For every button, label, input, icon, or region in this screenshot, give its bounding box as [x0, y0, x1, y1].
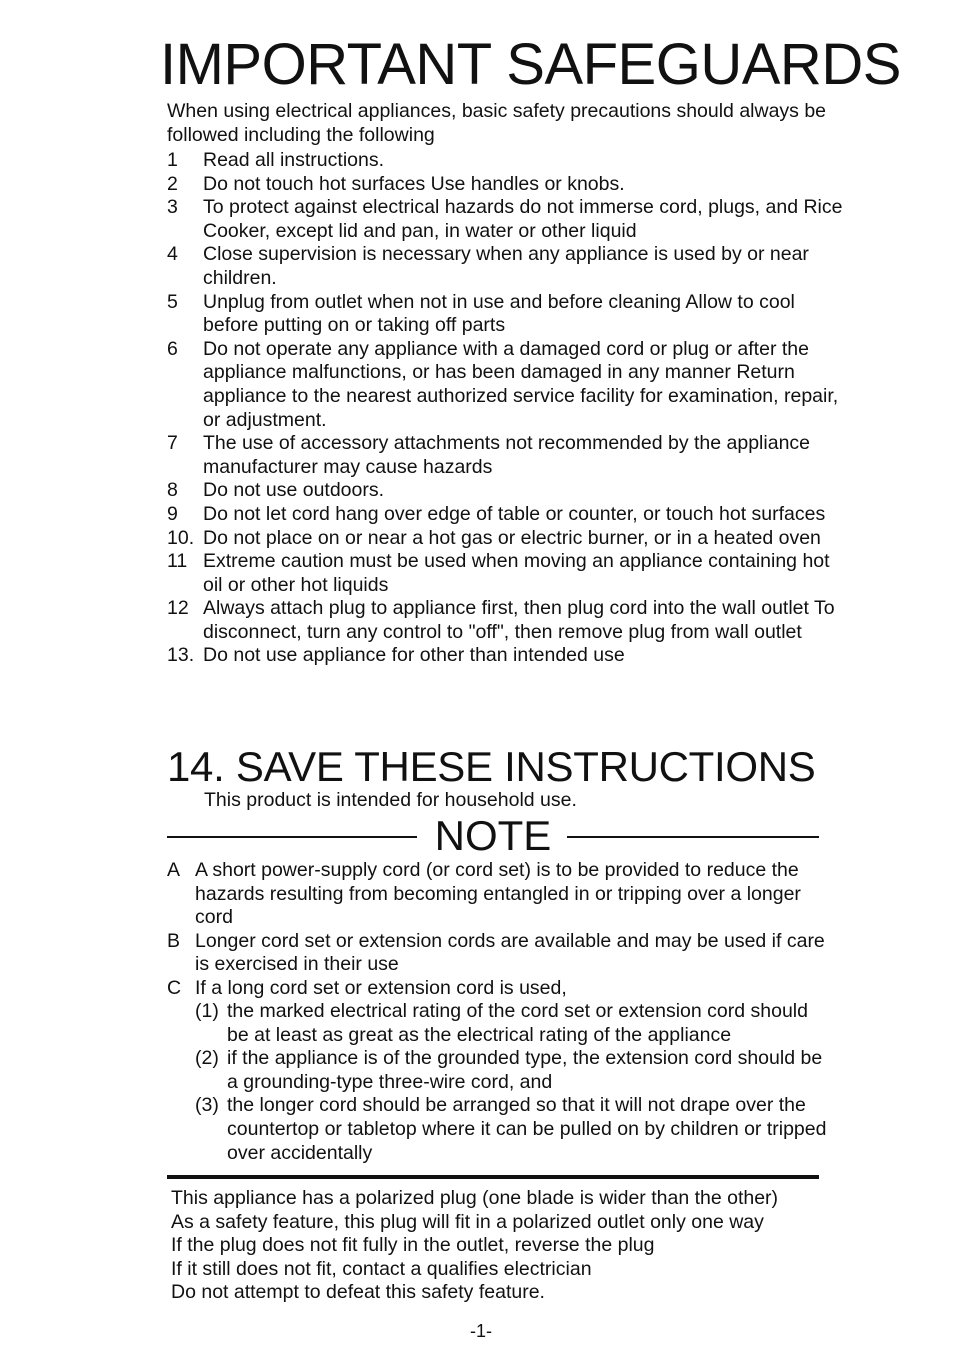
- note-text: A short power-supply cord (or cord set) is to be provided to reduce the hazards resulting from becoming entangled in or tripping over a longer cord: [195, 859, 801, 929]
- polarized-line: This appliance has a polarized plug (one blade is wider than the other): [171, 1187, 779, 1209]
- item-text: Do not use appliance for other than intended use: [203, 644, 625, 667]
- list-item: [167, 527, 847, 551]
- household-use-note: This product is intended for household use.: [204, 789, 577, 811]
- list-item: [167, 644, 847, 668]
- note-item: [167, 859, 827, 930]
- item-text: To protect against electrical hazards do not immerse cord, plugs, and Rice Cooker, except lid and pan, in water or other liquid: [203, 196, 843, 242]
- subitem-number: (3): [195, 1094, 219, 1117]
- safeguard-list: [167, 149, 847, 668]
- item-number: 3: [167, 196, 178, 219]
- note-rule-left: [167, 836, 417, 838]
- note-subitem: [195, 1094, 835, 1165]
- list-item: [167, 338, 847, 432]
- item-number: 1: [167, 149, 178, 171]
- item-text: Do not operate any appliance with a damaged cord or plug or after the appliance malfunctions, or has been damaged in any manner Return appliance to the nearest authorized service facility for examination, repair, or adjustment.: [203, 337, 839, 431]
- item-text: Do not place on or near a hot gas or electric burner, or in a heated oven: [203, 526, 821, 549]
- list-item: [167, 479, 847, 503]
- list-item: [167, 196, 847, 243]
- polarized-line: If it still does not fit, contact a qualifies electrician: [171, 1257, 592, 1280]
- list-item: [167, 291, 847, 338]
- note-rule-right: [567, 836, 819, 838]
- note-title: NOTE: [434, 812, 552, 859]
- item-number: 8: [167, 479, 178, 502]
- item-text: Extreme caution must be used when moving an appliance containing hot oil or other hot liquids: [203, 550, 830, 596]
- item-text: Read all instructions.: [203, 149, 385, 171]
- item-number: 13.: [167, 644, 195, 667]
- subitem-number: (1): [195, 1000, 219, 1022]
- item-number: 11: [167, 550, 188, 573]
- polarized-line: If the plug does not fit fully in the outlet, reverse the plug: [171, 1234, 655, 1257]
- note-item: [167, 930, 827, 977]
- save-instructions-heading: 14. SAVE THESE INSTRUCTIONS: [167, 743, 816, 790]
- item-text: Do not use outdoors.: [203, 479, 385, 502]
- list-item: [167, 173, 847, 197]
- list-item: [167, 597, 847, 644]
- page-number: -1-: [470, 1321, 492, 1341]
- item-text: Do not let cord hang over edge of table or counter, or touch hot surfaces: [203, 502, 826, 525]
- list-item: [167, 550, 847, 597]
- item-number: 7: [167, 432, 178, 455]
- note-text: If a long cord set or extension cord is used,: [195, 976, 567, 999]
- polarized-line: Do not attempt to defeat this safety feature.: [171, 1281, 545, 1304]
- note-letter: B: [167, 929, 181, 952]
- item-number: 6: [167, 337, 178, 360]
- polarized-plug-notice: [171, 1187, 831, 1305]
- note-heading: [167, 811, 819, 861]
- item-number: 5: [167, 290, 178, 313]
- item-text: Close supervision is necessary when any appliance is used by or near children.: [203, 243, 809, 289]
- page-title: IMPORTANT SAFEGUARDS: [160, 32, 901, 97]
- note-letter: C: [167, 976, 182, 999]
- intro-text: When using electrical appliances, basic safety precautions should always be followed including the following: [167, 100, 827, 146]
- polarized-line: As a safety feature, this plug will fit in a polarized outlet only one way: [171, 1210, 764, 1233]
- note-item: [167, 977, 827, 1001]
- note-text: Longer cord set or extension cords are available and may be used if care is exercised in their use: [195, 929, 825, 976]
- item-number: 9: [167, 502, 178, 525]
- item-text: Always attach plug to appliance first, then plug cord into the wall outlet To disconnect, turn any control to "off", then remove plug from wall outlet: [203, 597, 835, 643]
- item-number: 12: [167, 597, 189, 620]
- note-letter: A: [167, 859, 181, 881]
- item-number: 10.: [167, 526, 195, 549]
- section-divider: [167, 1175, 819, 1179]
- note-sublist: [195, 1000, 835, 1165]
- subitem-text: the longer cord should be arranged so that it will not drape over the countertop or tabletop where it can be pulled on by children or tripped over accidentally: [227, 1094, 827, 1164]
- subitem-text: if the appliance is of the grounded type, the extension cord should be a grounding-type three-wire cord, and: [227, 1047, 823, 1093]
- subitem-number: (2): [195, 1047, 219, 1070]
- list-item: [167, 432, 847, 479]
- item-text: Unplug from outlet when not in use and before cleaning Allow to cool before putting on or taking off parts: [203, 290, 795, 337]
- subitem-text: the marked electrical rating of the cord set or extension cord should be at least as great as the electrical rating of the appliance: [227, 1000, 808, 1046]
- item-text: The use of accessory attachments not recommended by the appliance manufacturer may cause hazards: [203, 432, 811, 478]
- list-item: [167, 503, 847, 527]
- item-text: Do not touch hot surfaces Use handles or knobs.: [203, 172, 625, 195]
- note-list: [167, 859, 827, 1001]
- item-number: 2: [167, 172, 178, 195]
- note-subitem: [195, 1047, 835, 1094]
- list-item: [167, 243, 847, 290]
- note-subitem: [195, 1000, 835, 1047]
- item-number: 4: [167, 243, 178, 266]
- list-item: [167, 149, 847, 173]
